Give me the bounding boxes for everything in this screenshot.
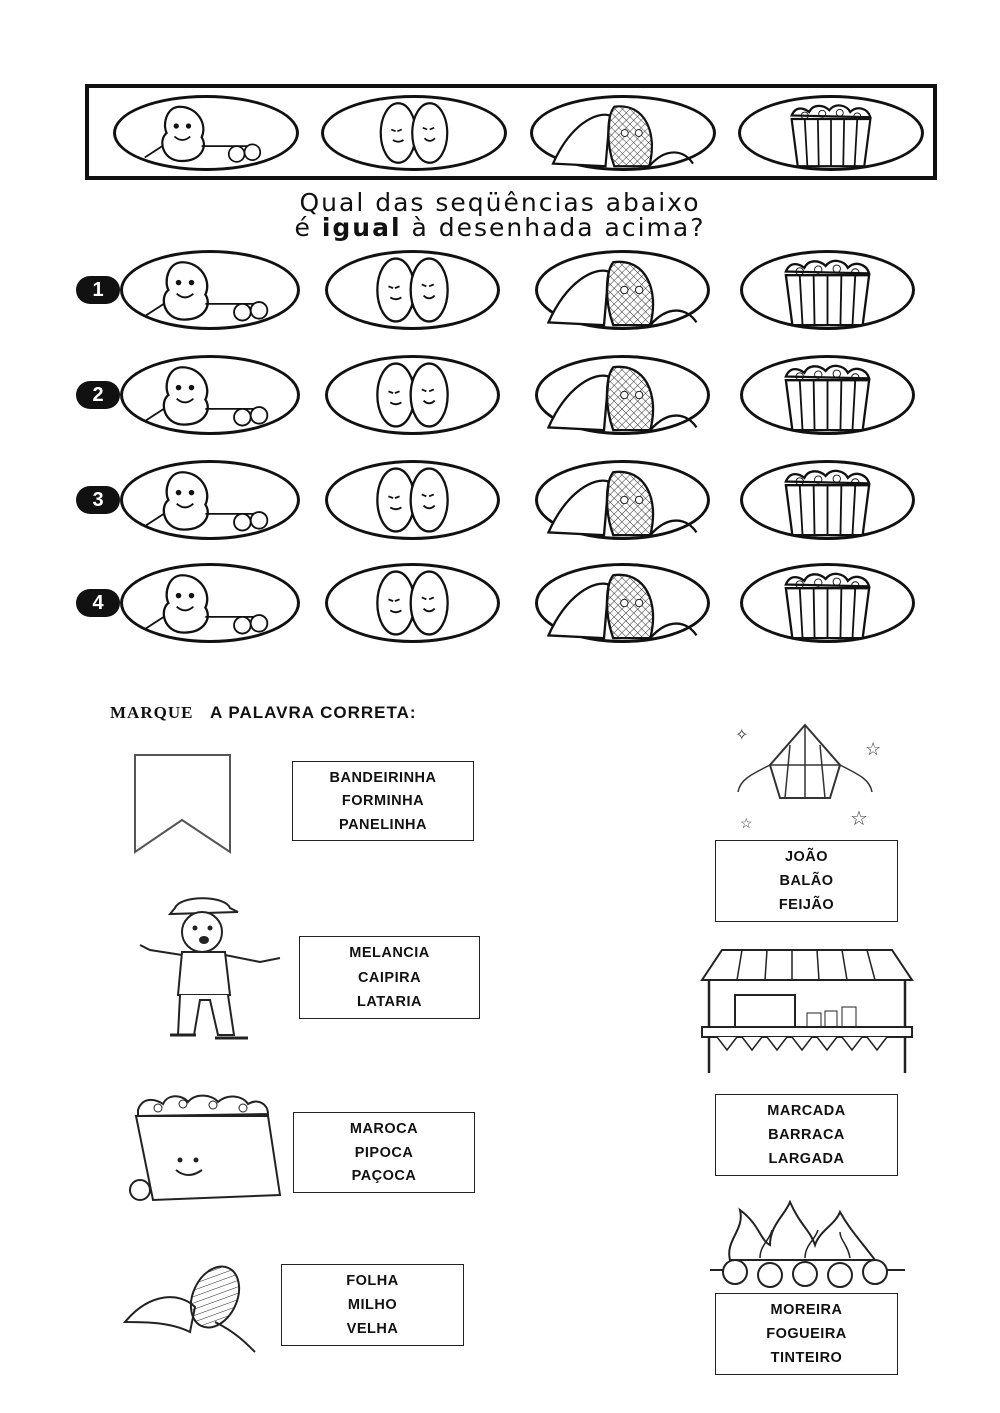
balloon-icon (720, 720, 890, 835)
question-line-1: Qual das seqüências abaixo (299, 188, 701, 217)
word-option[interactable]: PAÇOCA (351, 1168, 417, 1185)
popcorn-bag-icon (118, 1090, 288, 1205)
question-line-2 (170, 215, 830, 240)
peanut-icon[interactable] (120, 563, 300, 643)
peanut-icon[interactable] (120, 250, 300, 330)
corn-icon[interactable] (535, 355, 710, 435)
popcorn-icon[interactable] (740, 563, 915, 643)
word-option[interactable]: LARGADA (768, 1151, 845, 1167)
popcorn-icon[interactable] (740, 250, 915, 330)
caipira-boy-icon (130, 890, 290, 1050)
word-option[interactable]: MARCADA (767, 1103, 846, 1119)
corn-icon[interactable] (535, 563, 710, 643)
word-option[interactable]: JOÃO (784, 849, 829, 865)
word-option[interactable]: MAROCA (349, 1120, 419, 1137)
svg-text:☆: ☆ (865, 739, 882, 759)
market-stall-icon (697, 945, 917, 1075)
word-option[interactable]: MILHO (347, 1297, 398, 1313)
corn-cob-icon (120, 1262, 260, 1357)
title-palavra-correta: A PALAVRA CORRETA: (210, 703, 417, 722)
word-box-5 (715, 840, 898, 922)
flag-pennant-icon (130, 752, 235, 857)
word-option[interactable]: MELANCIA (349, 945, 430, 962)
popcorn-icon[interactable] (740, 460, 915, 540)
peanut-icon (113, 95, 299, 171)
corn-icon[interactable] (535, 250, 710, 330)
word-option[interactable]: MOREIRA (770, 1302, 843, 1318)
word-exercise-title (110, 703, 417, 723)
rice-cakes-icon[interactable] (325, 563, 500, 643)
corn-icon[interactable] (535, 460, 710, 540)
popcorn-icon (738, 95, 924, 171)
question-suffix: à desenhada acima? (401, 213, 706, 242)
word-option[interactable]: BARRACA (768, 1127, 845, 1143)
question-prefix: é (294, 213, 322, 242)
rice-cakes-icon[interactable] (325, 460, 500, 540)
word-option[interactable]: FOGUEIRA (766, 1326, 847, 1342)
word-option[interactable]: LATARIA (357, 993, 422, 1010)
word-option[interactable]: PIPOCA (354, 1144, 414, 1161)
word-option[interactable]: FOLHA (346, 1273, 399, 1289)
word-box-2 (299, 936, 480, 1019)
question-text (170, 190, 830, 240)
svg-text:✧: ✧ (735, 727, 749, 744)
word-box-4 (281, 1264, 464, 1346)
option-number-1[interactable]: 1 (76, 276, 120, 304)
word-option[interactable]: FEIJÃO (778, 897, 835, 913)
rice-cakes-icon[interactable] (325, 250, 500, 330)
peanut-icon[interactable] (120, 460, 300, 540)
word-box-3 (293, 1112, 475, 1193)
corn-icon (530, 95, 716, 171)
svg-text:☆: ☆ (850, 808, 868, 830)
word-option[interactable]: PANELINHA (338, 816, 427, 833)
word-option[interactable]: VELHA (346, 1321, 399, 1337)
popcorn-icon[interactable] (740, 355, 915, 435)
word-box-7 (715, 1293, 898, 1375)
rice-cakes-icon[interactable] (325, 355, 500, 435)
word-option[interactable]: CAIPIRA (357, 969, 422, 986)
option-number-2[interactable]: 2 (76, 381, 120, 409)
rice-cakes-icon (321, 95, 507, 171)
bonfire-icon (700, 1200, 910, 1290)
option-number-3[interactable]: 3 (76, 486, 120, 514)
word-option[interactable]: TINTEIRO (770, 1350, 843, 1366)
title-marque: MARQUE (110, 703, 194, 722)
question-bold-word: igual (321, 213, 402, 242)
peanut-icon[interactable] (120, 355, 300, 435)
word-box-1 (292, 761, 474, 841)
word-option[interactable]: BALÃO (779, 873, 834, 889)
option-number-4[interactable]: 4 (76, 589, 120, 617)
word-box-6 (715, 1094, 898, 1176)
word-option[interactable]: BANDEIRINHA (329, 769, 437, 786)
word-option[interactable]: FORMINHA (341, 793, 425, 809)
svg-text:☆: ☆ (740, 815, 753, 831)
